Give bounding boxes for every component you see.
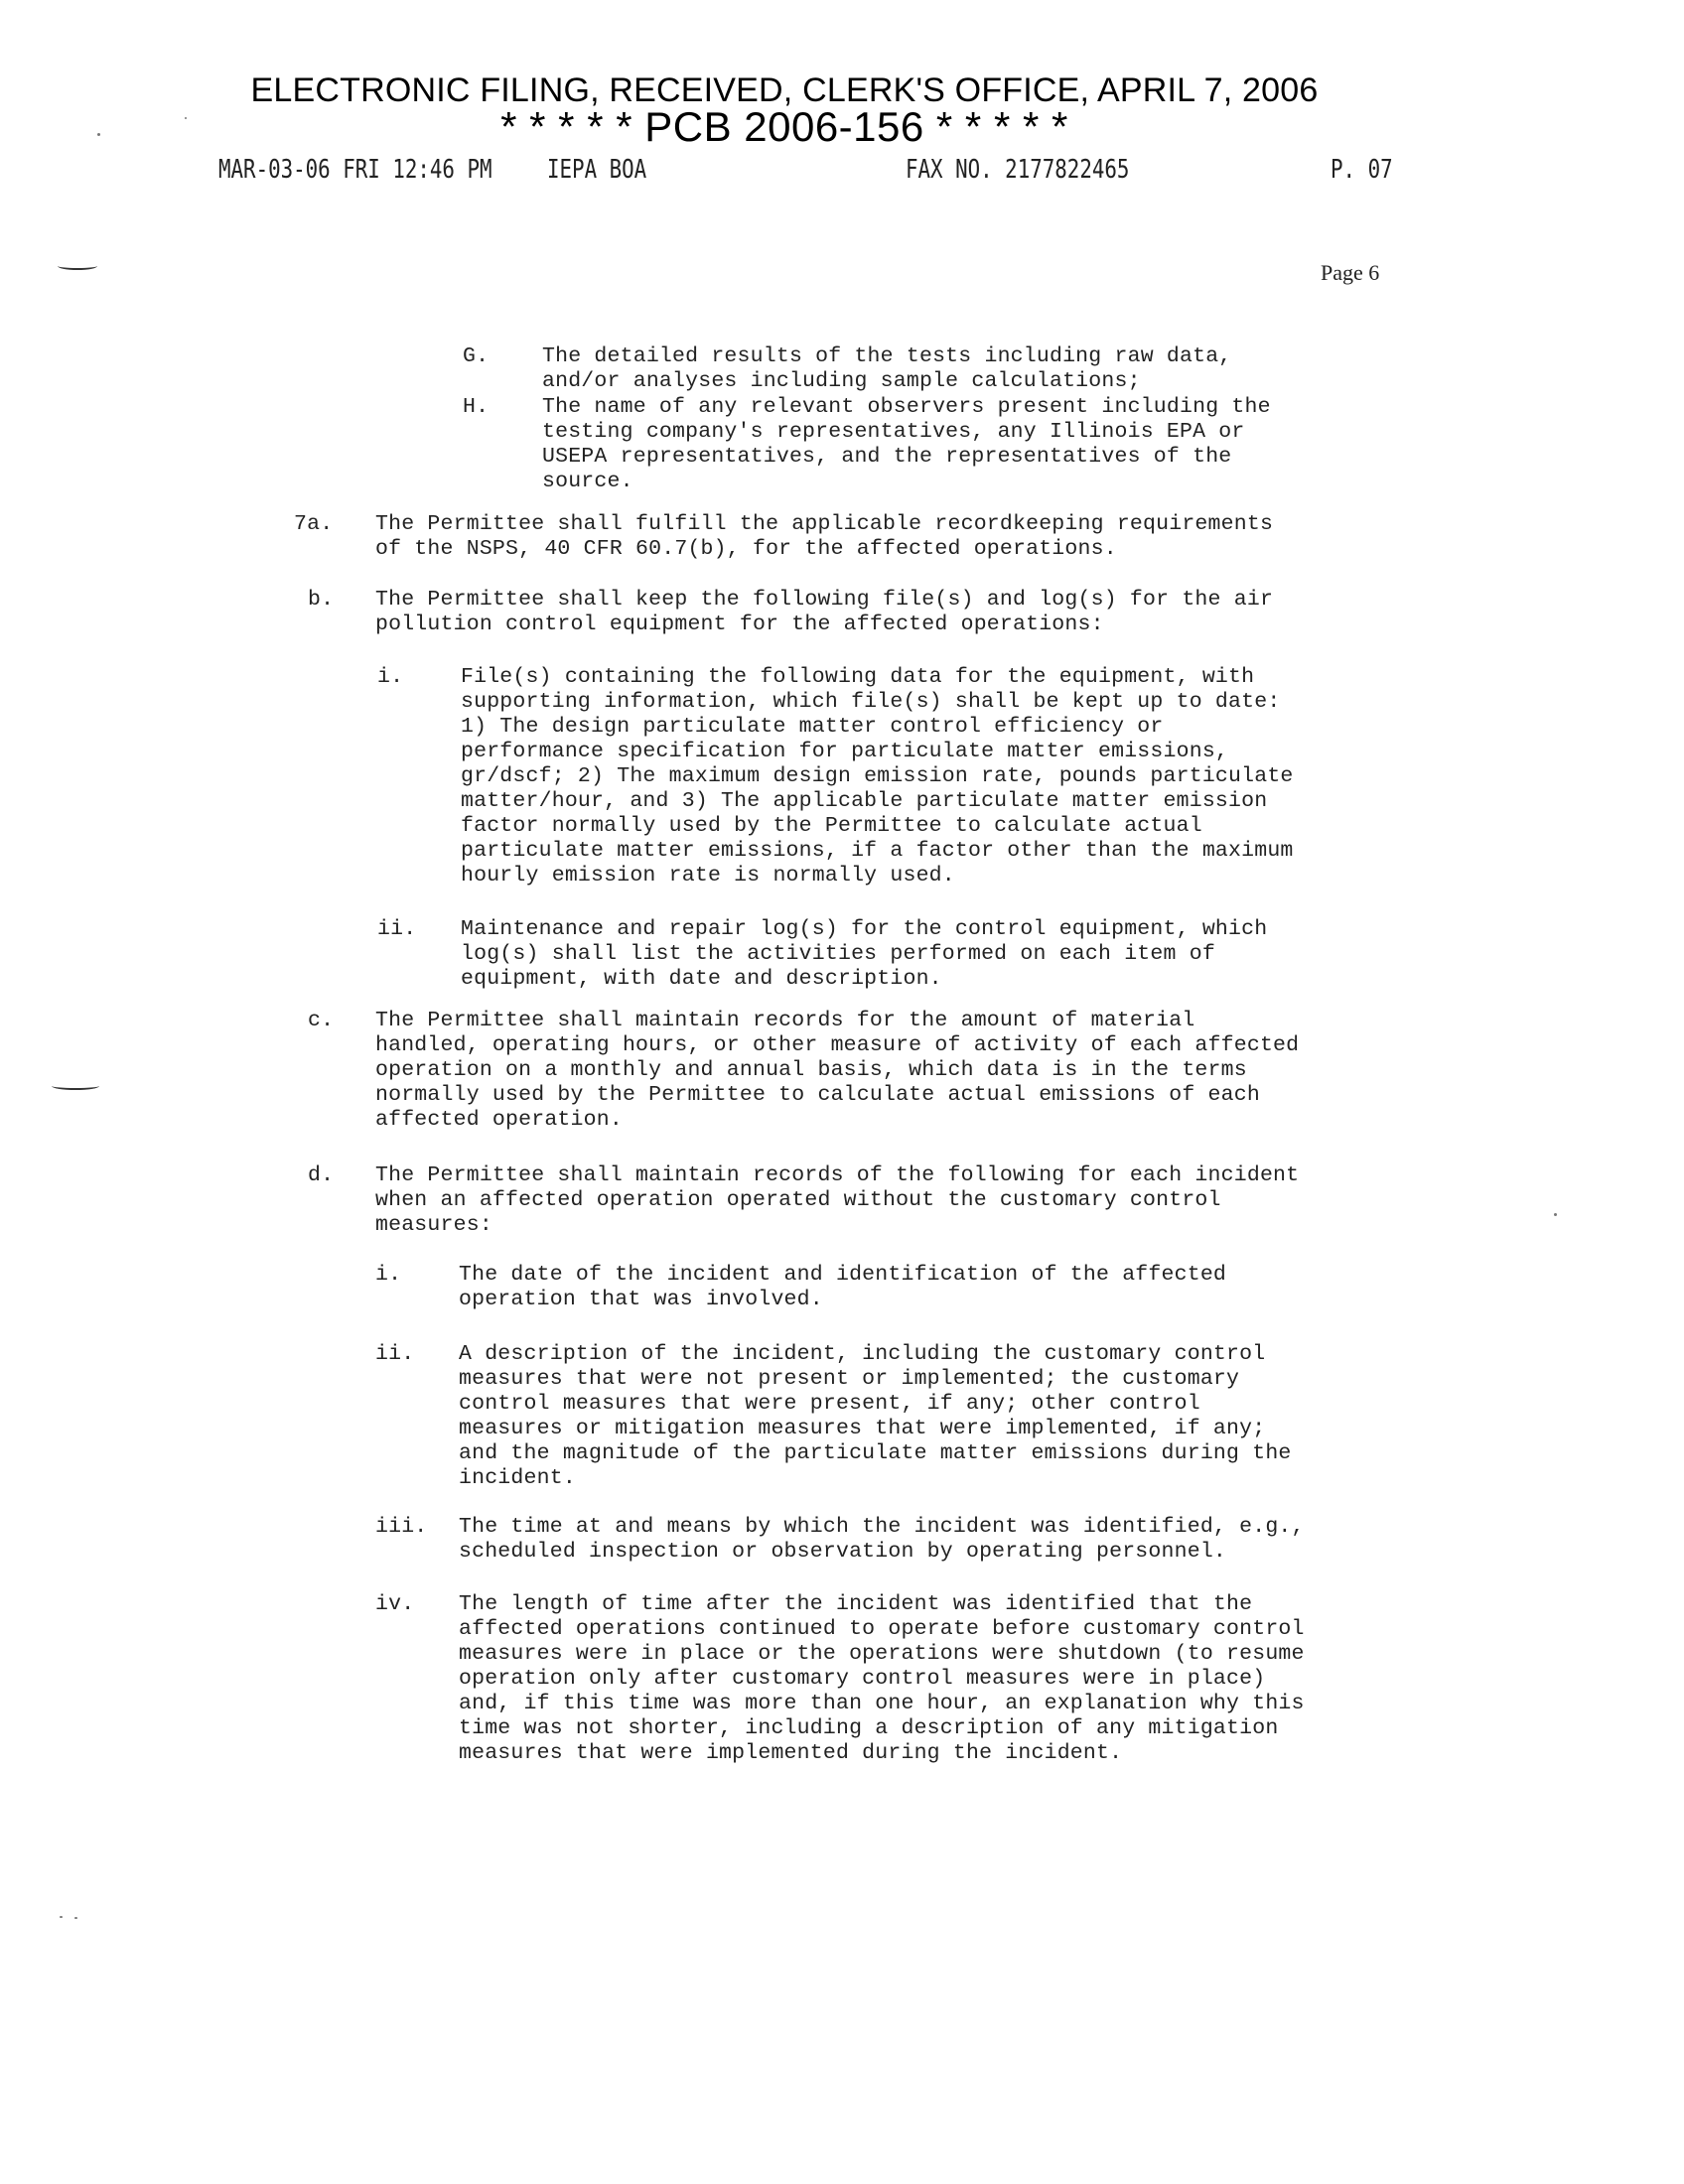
item-text-d-i: The date of the incident and identification of the affected operation that was involved. (459, 1263, 1227, 1311)
item-marker-d-iii: iii. (375, 1515, 428, 1539)
item-marker-g: G. (463, 344, 490, 368)
item-text-d: The Permittee shall maintain records of the following for each incident when an affected operation operated without the customary control measures: (375, 1163, 1300, 1237)
item-text-c: The Permittee shall maintain records for the amount of material handled, operating hours, or other measure of activity of each affected operation on a monthly and annual basis, which data is in the terms normally used by the Permittee to calculate actual emissions of each affected operation. (375, 1009, 1300, 1132)
scan-speck (185, 117, 187, 119)
scan-speck (60, 1916, 63, 1918)
item-marker-b-i: i. (377, 665, 404, 689)
item-marker-7a: 7a. (294, 512, 334, 536)
filing-stamp-line: ELECTRONIC FILING, RECEIVED, CLERK'S OFFICE, APRIL 7, 2006 (250, 71, 1319, 109)
item-text-d-iii: The time at and means by which the incident was identified, e.g., scheduled inspection or observation by operating personnel. (459, 1515, 1305, 1564)
case-number-stamp: * * * * * PCB 2006-156 * * * * * (500, 103, 1068, 150)
fax-number: FAX NO. 2177822465 (906, 155, 1130, 185)
item-marker-b-ii: ii. (377, 917, 417, 941)
item-text-b-ii: Maintenance and repair log(s) for the control equipment, which log(s) shall list the activities performed on each item of equipment, with date and description. (461, 917, 1268, 991)
item-marker-d-ii: ii. (375, 1342, 415, 1366)
item-text-b: The Permittee shall keep the following file(s) and log(s) for the air pollution control equipment for the affected operations: (375, 588, 1274, 636)
item-text-h: The name of any relevant observers present including the testing company's representatives, any Illinois EPA or USEPA representatives, and the representatives of the source. (542, 395, 1271, 493)
item-text-7a: The Permittee shall fulfill the applicable recordkeeping requirements of the NSPS, 40 CFR 60.7(b), for the affected operations. (375, 512, 1274, 561)
page-label: Page 6 (1321, 260, 1380, 285)
scan-smudge (52, 1082, 99, 1090)
scan-speck (74, 1917, 77, 1919)
fax-sender: IEPA BOA (547, 155, 647, 185)
scan-speck (97, 133, 100, 136)
item-marker-d-i: i. (375, 1263, 402, 1287)
fax-page-number: P. 07 (1331, 155, 1393, 185)
fax-datetime: MAR-03-06 FRI 12:46 PM (218, 155, 492, 185)
item-marker-c: c. (308, 1009, 335, 1032)
item-text-d-iv: The length of time after the incident was identified that the affected operations continued to operate before customary control measures were in place or the operations were shutdown (to resume operation only after customary control measures were in place) and, if this time was more than one hour, an explanation why this time was not shorter, including a description of any mitigation measures that were implemented during the incident. (459, 1592, 1305, 1765)
item-marker-d-iv: iv. (375, 1592, 415, 1616)
item-text-d-ii: A description of the incident, including the customary control measures that were not present or implemented; the customary control measures that were present, if any; other control measures or mitigation measures that were implemented, if any; and the magnitude of the particulate matter emissions during the incident. (459, 1342, 1292, 1490)
item-text-b-i: File(s) containing the following data for the equipment, with supporting information, which file(s) shall be kept up to date: 1) The design particulate matter control efficiency or performance specification for particulate matter emissions, gr/dscf; 2) The maximum design emission rate, pounds particulate matter/hour, and 3) The applicable particulate matter emission factor normally used by the Permittee to calculate actual particulate matter emissions, if a factor other than the maximum hourly emission rate is normally used. (461, 665, 1294, 887)
item-marker-d: d. (308, 1163, 335, 1187)
item-marker-h: H. (463, 395, 490, 419)
scan-smudge (58, 262, 97, 270)
item-marker-b: b. (308, 588, 335, 612)
item-text-g: The detailed results of the tests including raw data, and/or analyses including sample calculations; (542, 344, 1232, 393)
scan-speck (1554, 1213, 1557, 1216)
